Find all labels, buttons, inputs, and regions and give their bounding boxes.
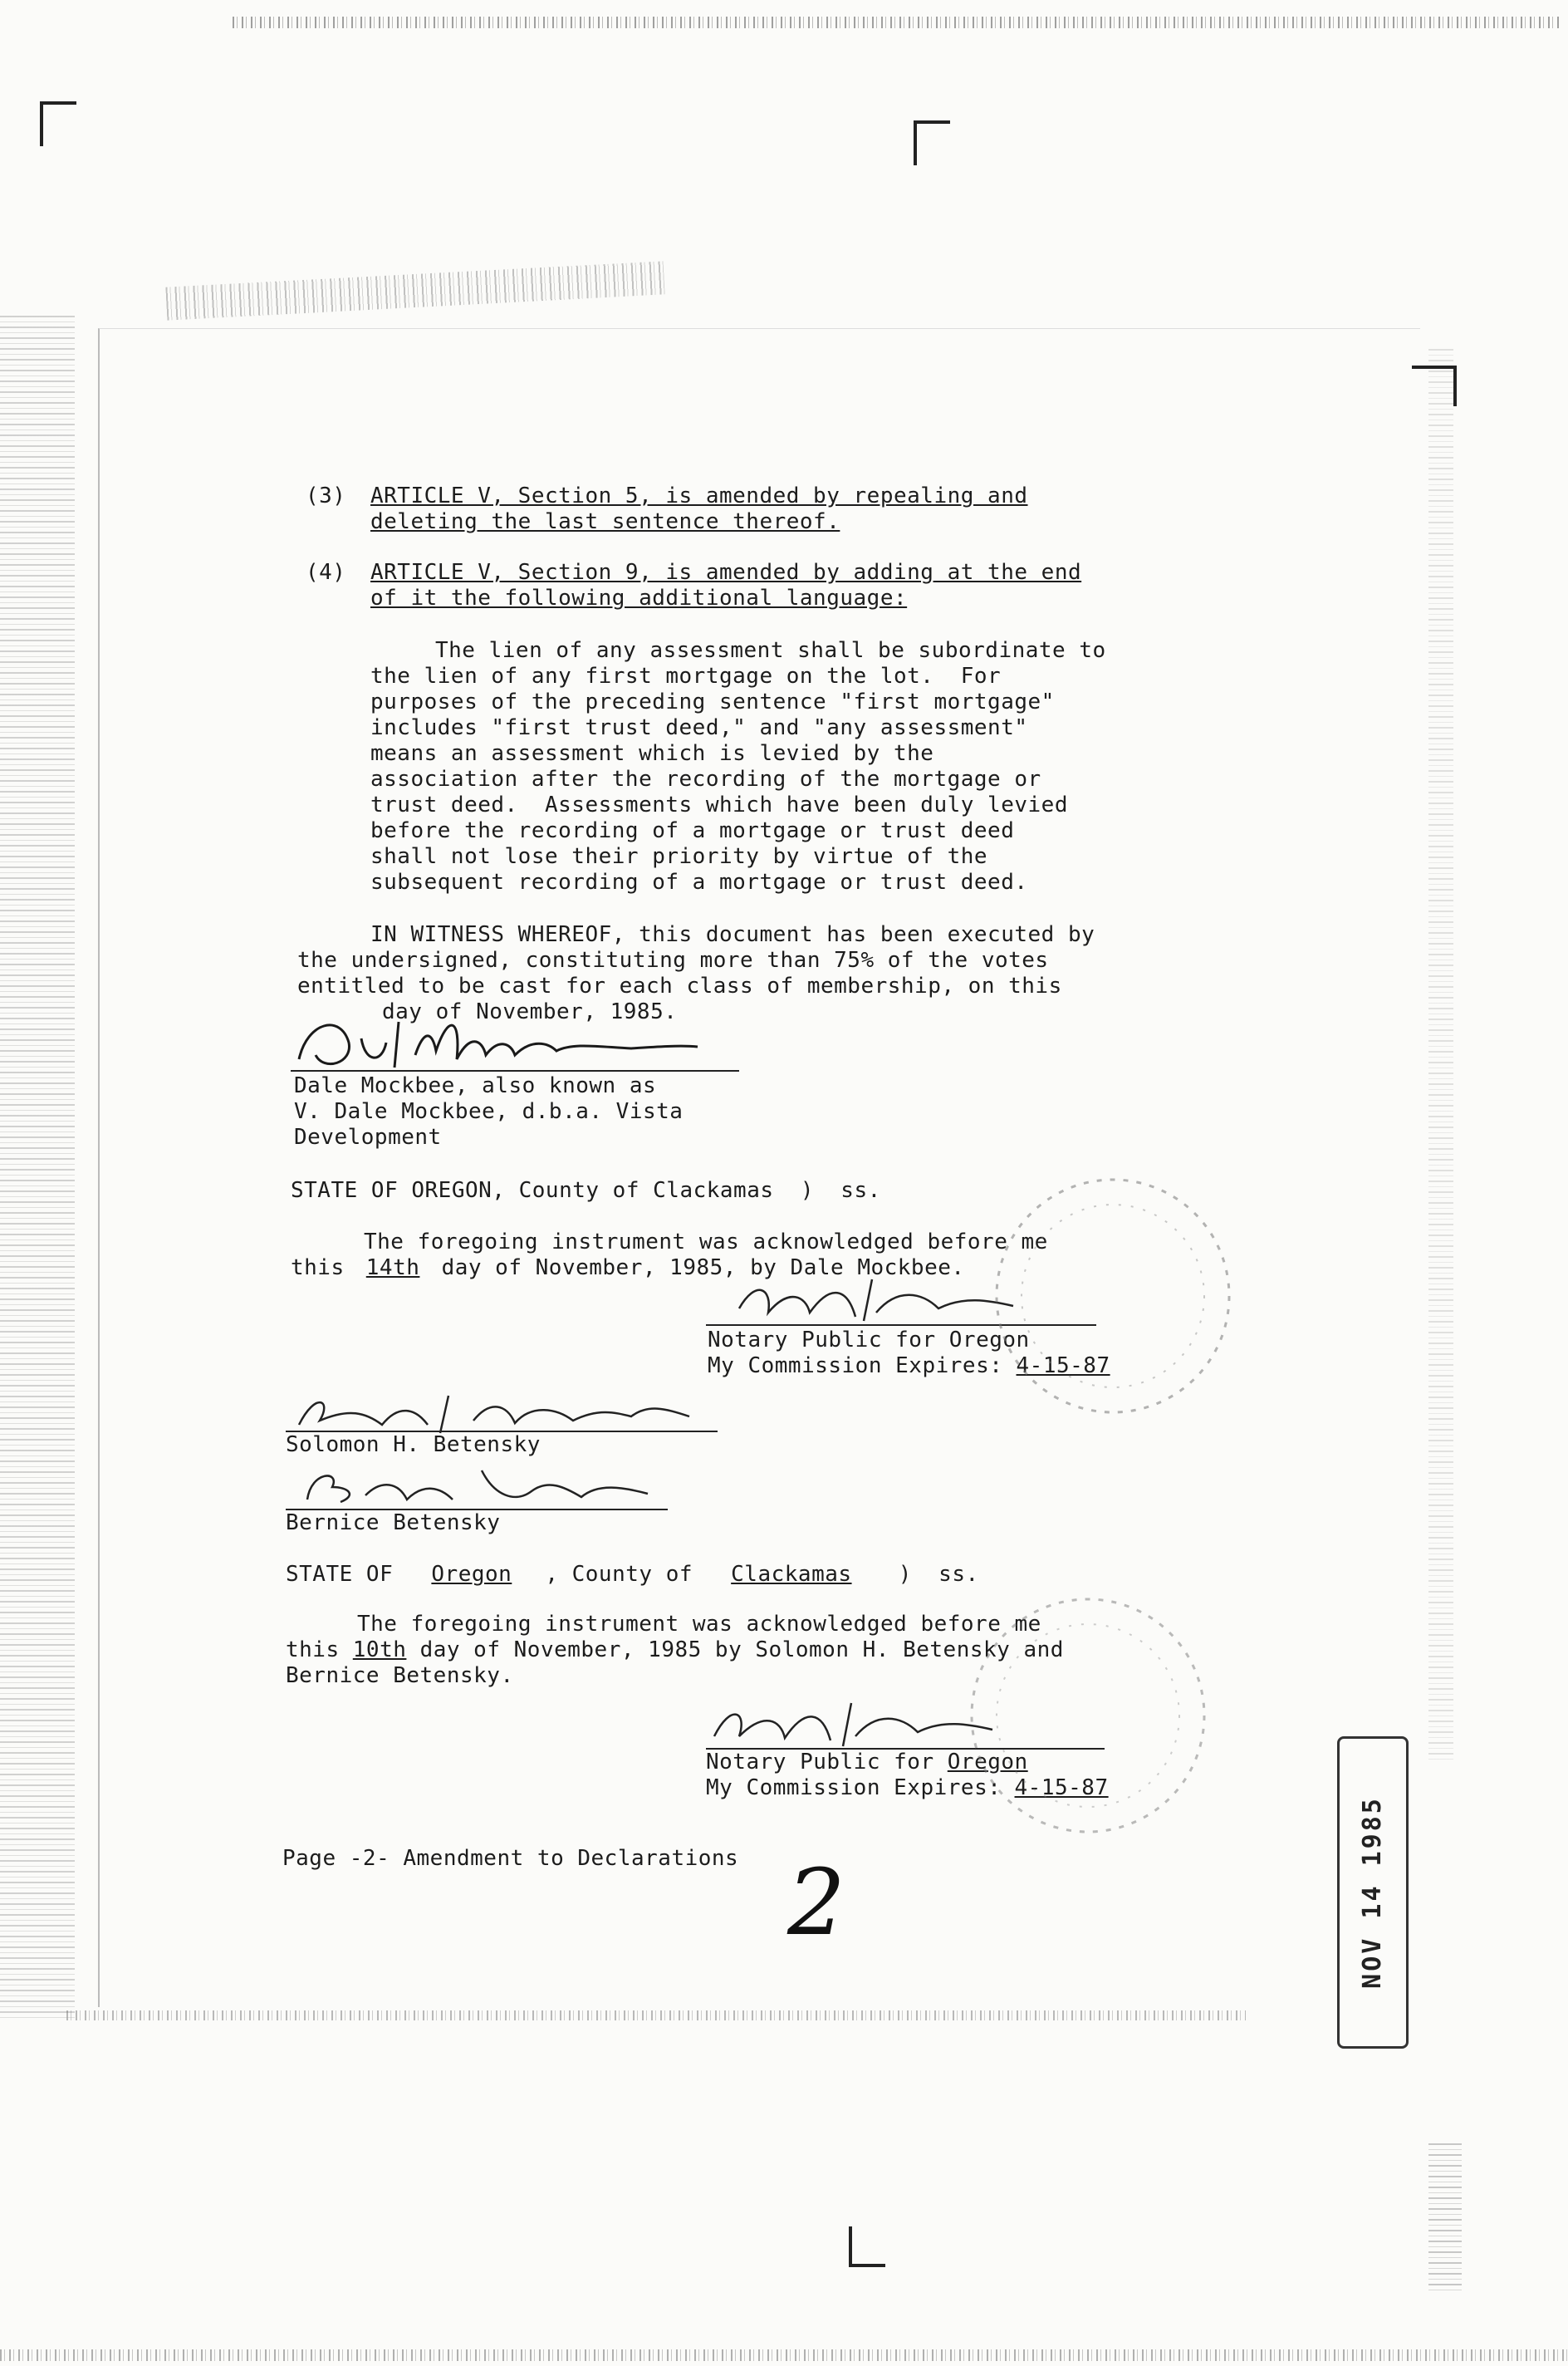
signer-name: V. Dale Mockbee, d.b.a. Vista [294, 1099, 684, 1124]
scan-edge-top [233, 17, 1561, 28]
paragraph-line: purposes of the preceding sentence "first mortgage" [370, 690, 1055, 714]
ack-day: 10th [352, 1637, 407, 1662]
amendment-text: deleting the last sentence thereof. [370, 509, 840, 534]
commission-label: My Commission Expires: [706, 1775, 1002, 1800]
signer-name: Bernice Betensky [286, 1510, 501, 1535]
county-label: , County of [545, 1562, 693, 1587]
handwritten-page-number: 2 [787, 1849, 845, 1956]
ack-suffix: day of November, 1985, by Dale Mockbee. [441, 1255, 965, 1280]
crop-mark-top-left [40, 101, 76, 146]
paragraph-line: IN WITNESS WHEREOF, this document has been executed by [370, 922, 1095, 947]
ss-label: ) ss. [898, 1562, 979, 1587]
notary-title: Notary Public for Oregon [708, 1328, 1030, 1352]
scan-edge-bottom2 [0, 2349, 1568, 2361]
notary-venue: STATE OF OREGON, County of Clackamas ) ss. [291, 1178, 881, 1203]
amendment-number: (3) [306, 484, 346, 508]
signer-name: Dale Mockbee, also known as [294, 1073, 657, 1098]
amendment-number: (4) [306, 560, 346, 585]
paragraph-line: entitled to be cast for each class of membership, on this [297, 974, 1062, 999]
notary-seal-2 [947, 1578, 1229, 1853]
state-value: Oregon [431, 1562, 512, 1587]
scan-edge-right-bottom [1428, 2143, 1462, 2293]
crop-mark-top-center [914, 120, 950, 165]
scan-edge-bottom [66, 2010, 1246, 2020]
paragraph-line: includes "first trust deed," and "any assessment" [370, 715, 1028, 740]
notary-seal-1 [980, 1155, 1246, 1437]
paragraph-line: the lien of any first mortgage on the lot. For [370, 664, 1002, 689]
notary-title-prefix: Notary Public for [706, 1750, 934, 1774]
signature-line-1 [291, 1070, 739, 1072]
scan-edge-top-smudge [165, 261, 664, 320]
notary-venue-2 [286, 1562, 979, 1588]
paragraph-line: the undersigned, constituting more than 75% of the votes [297, 948, 1049, 973]
paragraph-line: subsequent recording of a mortgage or trust deed. [370, 870, 1028, 895]
commission-date: 4-15-87 [1014, 1775, 1109, 1800]
page-footer: Page -2- Amendment to Declarations [282, 1846, 739, 1871]
signature-bernice-betensky [291, 1462, 673, 1512]
paragraph-line: day of November, 1985. [382, 999, 678, 1024]
commission-label: My Commission Expires: [708, 1353, 1003, 1378]
ack-day: 14th [365, 1255, 420, 1280]
amendment-text: ARTICLE V, Section 9, is amended by adding at the end [370, 560, 1082, 585]
crop-mark-bottom-center [849, 2226, 885, 2267]
paragraph-line: association after the recording of the mortgage or [370, 767, 1041, 792]
paragraph-line: shall not lose their priority by virtue of the [370, 844, 988, 869]
signature-dale-mockbee [282, 1005, 714, 1080]
commission-date: 4-15-87 [1016, 1353, 1110, 1378]
county-value: Clackamas [731, 1562, 852, 1587]
paragraph-line: The lien of any assessment shall be subordinate to [435, 638, 1106, 663]
signer-name: Solomon H. Betensky [286, 1432, 541, 1457]
amendment-text: of it the following additional language: [370, 586, 908, 611]
acknowledgment-line: The foregoing instrument was acknowledged before me [357, 1612, 1041, 1637]
acknowledgment-line: Bernice Betensky. [286, 1663, 514, 1688]
signer-name: Development [294, 1125, 442, 1150]
state-label: STATE OF [286, 1562, 394, 1587]
ack-prefix: this [291, 1255, 345, 1280]
acknowledgment-line: The foregoing instrument was acknowledged before me [364, 1230, 1048, 1254]
paragraph-line: means an assessment which is levied by the [370, 741, 934, 766]
paragraph-line: trust deed. Assessments which have been duly levied [370, 793, 1068, 817]
paragraph-line: before the recording of a mortgage or trust deed [370, 818, 1015, 843]
scan-edge-right [1428, 349, 1453, 1761]
ack-suffix: day of November, 1985 by Solomon H. Betensky and [419, 1637, 1064, 1662]
notary-title-state: Oregon [947, 1750, 1028, 1774]
amendment-text: ARTICLE V, Section 5, is amended by repealing and [370, 484, 1028, 508]
scan-edge-left [0, 316, 75, 2019]
date-stamp: NOV 14 1985 [1358, 1796, 1387, 1989]
ack-prefix: this [286, 1637, 340, 1662]
